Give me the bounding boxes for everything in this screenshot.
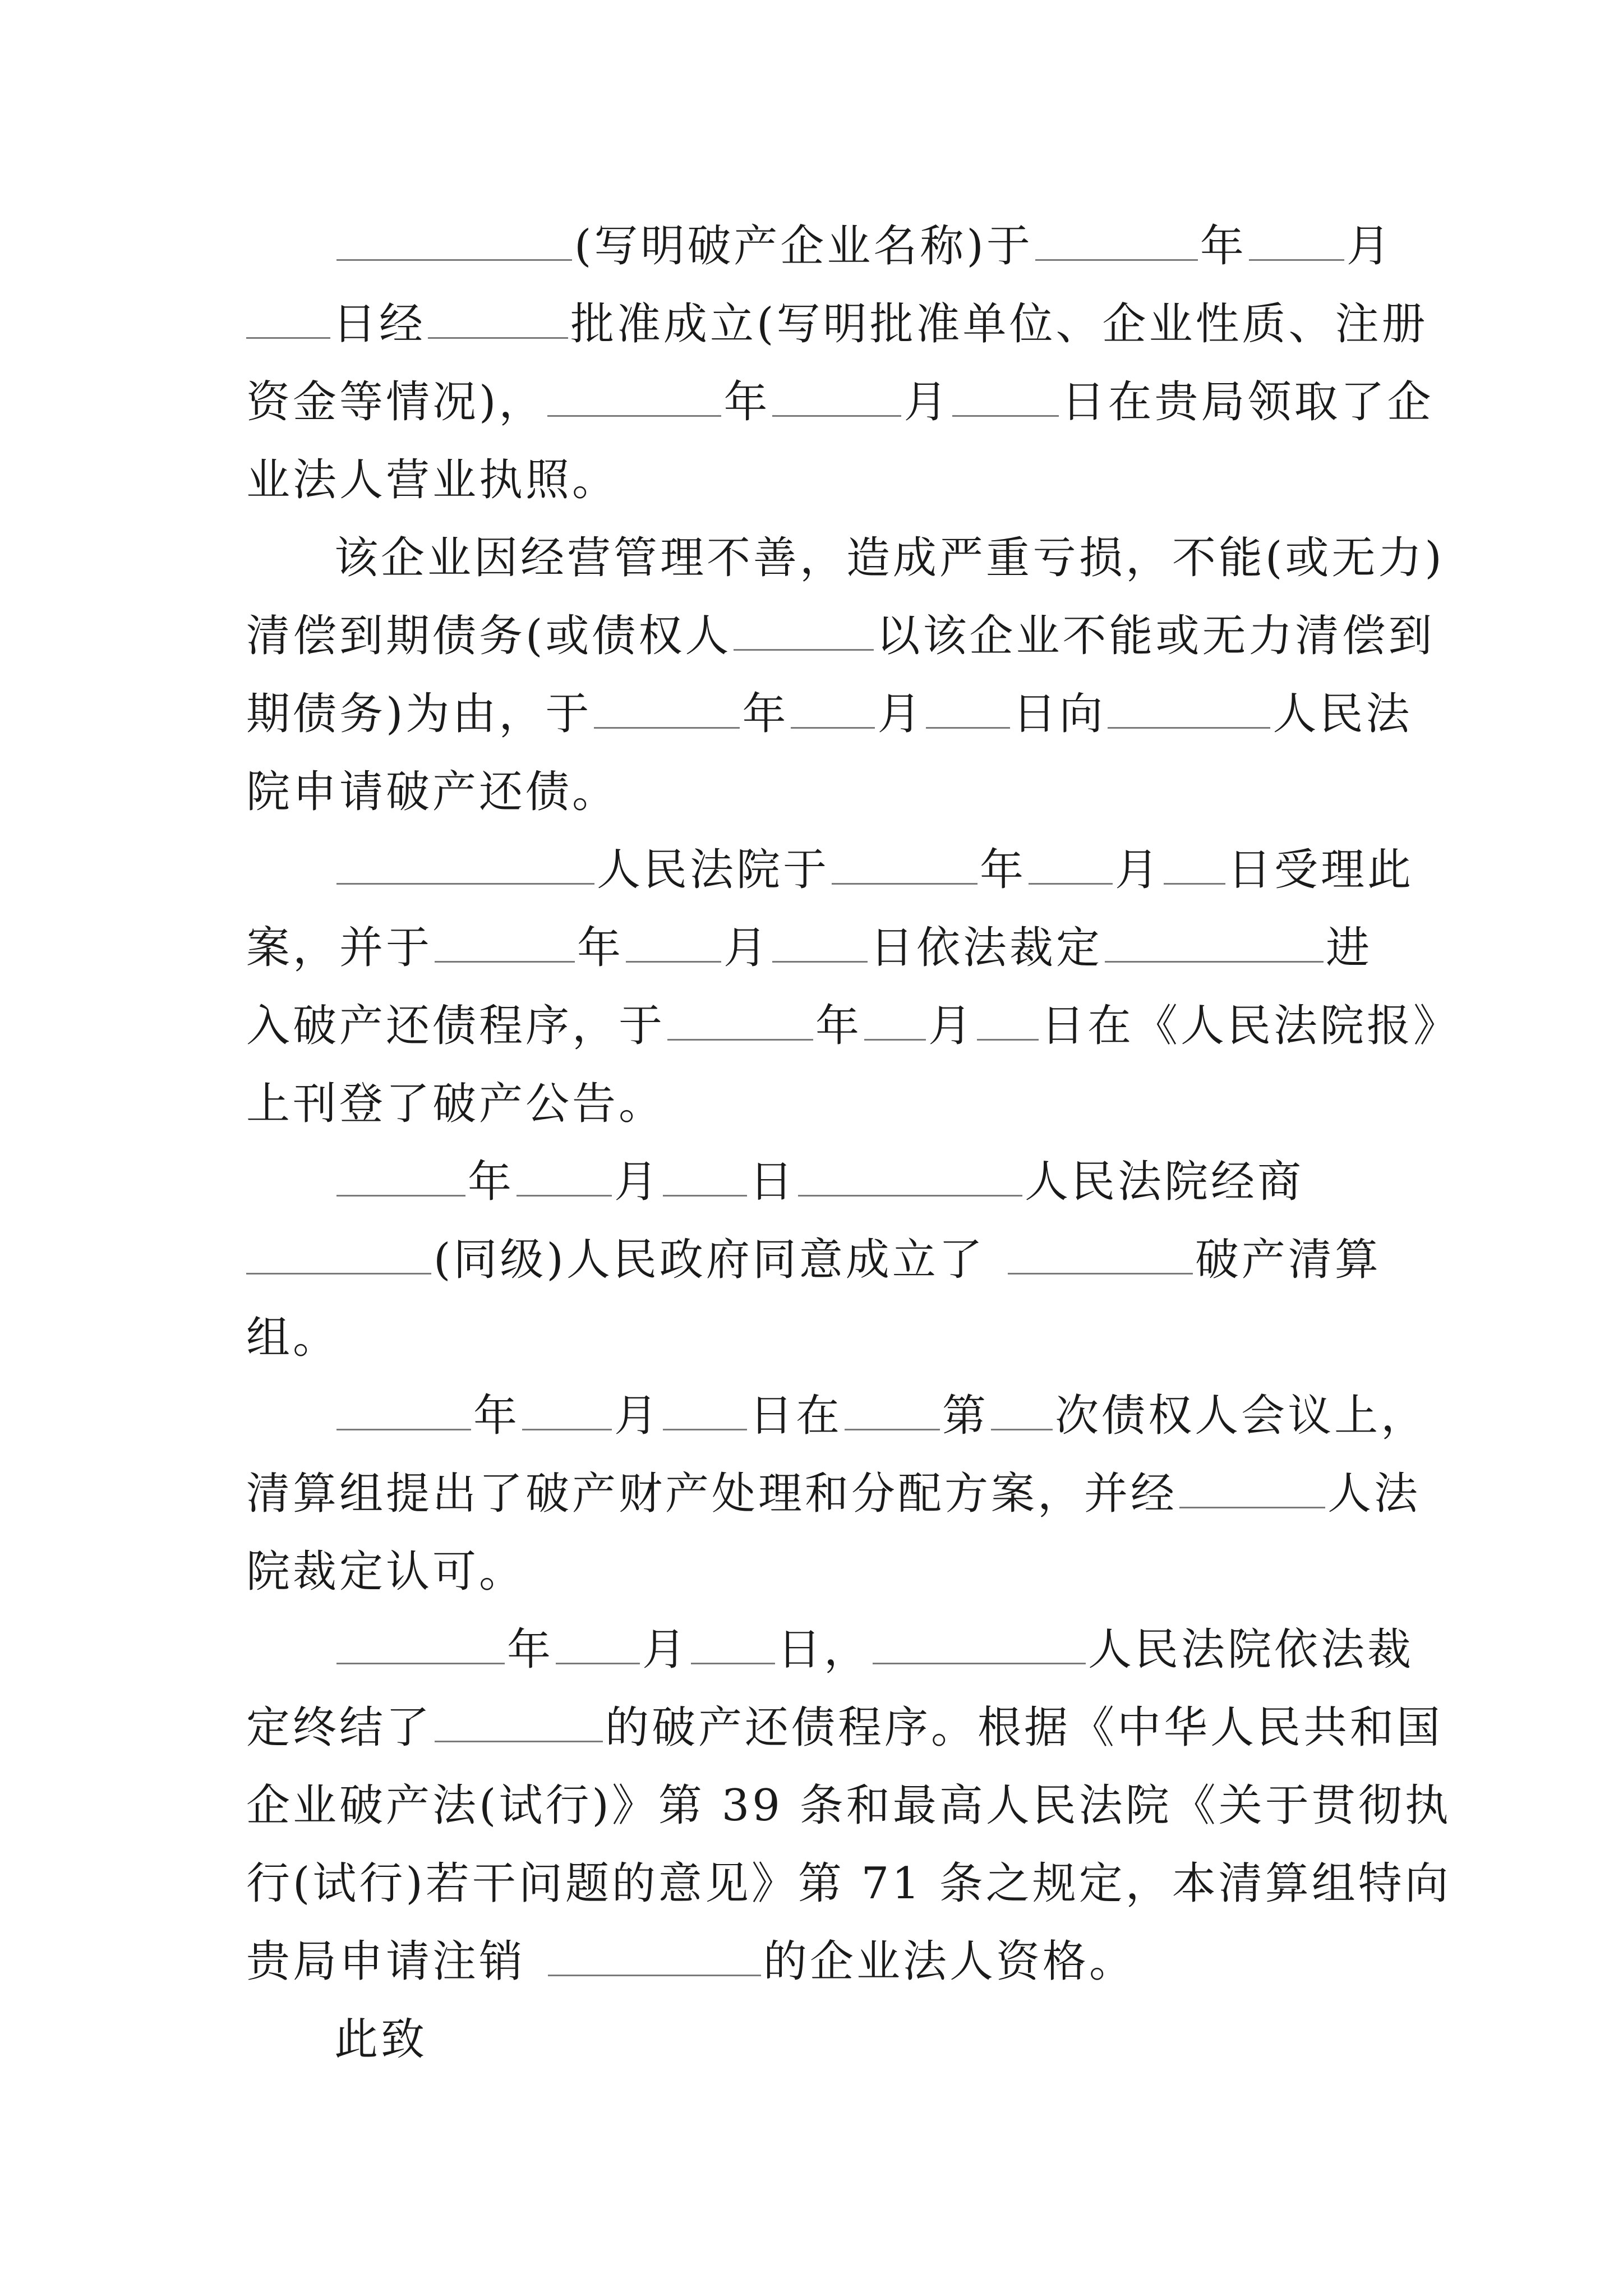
- blank-field: [772, 932, 868, 963]
- blank-field: [1179, 1478, 1325, 1508]
- blank-field: [626, 932, 721, 963]
- blank-field: [428, 308, 568, 339]
- blank-field: [1108, 698, 1270, 729]
- blank-field: [952, 386, 1059, 417]
- text-line: 院申请破产还债。: [246, 767, 619, 817]
- paragraph-4: [246, 1143, 1379, 1377]
- text-line: 企业破产法(试行)》第 39 条和最高人民法院《关于贯彻执: [246, 1780, 1451, 1831]
- blank-field: [336, 1400, 471, 1430]
- text-line: 年 月 日在 第 次债权人会议上，: [246, 1377, 1379, 1455]
- text-line: 日经 批准成立(写明批准单位、企业性质、注册: [246, 286, 1379, 364]
- text-line: 清偿到期债务(或债权人 以该企业不能或无力清偿到: [246, 611, 1435, 661]
- text-line: 院裁定认可。: [246, 1547, 526, 1597]
- blank-field: [663, 1166, 747, 1197]
- text-line: 年 月 日 人民法院经商: [246, 1143, 1379, 1221]
- blank-field: [336, 1166, 465, 1197]
- text-line: 定终结了 的破产还债程序。根据《中华人民共和国: [246, 1703, 1444, 1753]
- blank-field: [991, 1400, 1053, 1430]
- blank-field: [772, 386, 901, 417]
- blank-field: [926, 698, 1010, 729]
- blank-field: [832, 854, 978, 885]
- blank-field: [977, 1010, 1039, 1041]
- application-body: [246, 208, 1460, 2079]
- text-line: 上刊登了破产公告。: [246, 1079, 666, 1129]
- blank-field: [791, 698, 875, 729]
- text-line: 入破产还债程序，于 年 月 日在《人民法院报》: [246, 1001, 1460, 1051]
- blank-field: [667, 1010, 813, 1041]
- text-line: (写明破产企业名称)于 年 月: [246, 208, 1379, 286]
- text-line: 案，并于 年 月 日依法裁定 进: [246, 923, 1373, 973]
- blank-field: [547, 386, 721, 417]
- blank-field: [517, 1166, 612, 1197]
- text-line: 该企业因经营管理不善，造成严重亏损，不能(或无力): [334, 533, 1445, 583]
- text-line: 组。: [246, 1313, 340, 1363]
- text-line: 行(试行)若干问题的意见》第 71 条之规定，本清算组特向: [246, 1858, 1451, 1909]
- blank-field: [336, 230, 572, 261]
- text-line: 资金等情况)， 年 月 日在贵局领取了企: [246, 377, 1434, 427]
- text-line: 业法人营业执照。: [246, 455, 619, 505]
- closing: [246, 2001, 1379, 2079]
- blank-field: [1105, 932, 1324, 963]
- blank-field: [873, 1634, 1086, 1664]
- blank-field: [556, 1634, 640, 1664]
- blank-field: [435, 1711, 603, 1742]
- text-line: 人民法院于 年 月 日受理此: [246, 831, 1379, 909]
- blank-field: [594, 698, 740, 729]
- blank-field: [691, 1634, 775, 1664]
- blank-field: [336, 1634, 505, 1664]
- blank-field: [1249, 230, 1344, 261]
- paragraph-2: [246, 519, 1445, 831]
- text-line: 年 月 日， 人民法院依法裁: [246, 1611, 1379, 1689]
- blank-field: [663, 1400, 747, 1430]
- blank-field: [1164, 854, 1225, 885]
- blank-field: [1035, 230, 1198, 261]
- paragraph-1: [246, 208, 1434, 519]
- blank-field: [845, 1400, 940, 1430]
- text-line: 贵局申请注销 的企业法人资格。: [246, 1936, 1136, 1987]
- text-line: 期债务)为由，于 年 月 日向 人民法: [246, 689, 1413, 739]
- blank-field: [1029, 854, 1113, 885]
- blank-field: [734, 620, 874, 651]
- paragraph-5: [246, 1377, 1428, 1611]
- blank-field: [798, 1166, 1022, 1197]
- closing-salutation: 此致: [334, 2014, 428, 2065]
- paragraph-3: [246, 831, 1460, 1143]
- text-line: 清算组提出了破产财产处理和分配方案，并经 人法: [246, 1469, 1421, 1519]
- blank-field: [864, 1010, 926, 1041]
- blank-field: [548, 1945, 761, 1976]
- paragraph-6: [246, 1611, 1451, 2001]
- blank-field: [336, 854, 594, 885]
- blank-field: [522, 1400, 612, 1430]
- blank-field: [246, 1244, 431, 1274]
- blank-field: [246, 308, 330, 339]
- blank-field: [435, 932, 575, 963]
- text-line: (同级)人民政府同意成立了 破产清算: [246, 1221, 1379, 1299]
- blank-field: [1008, 1244, 1193, 1274]
